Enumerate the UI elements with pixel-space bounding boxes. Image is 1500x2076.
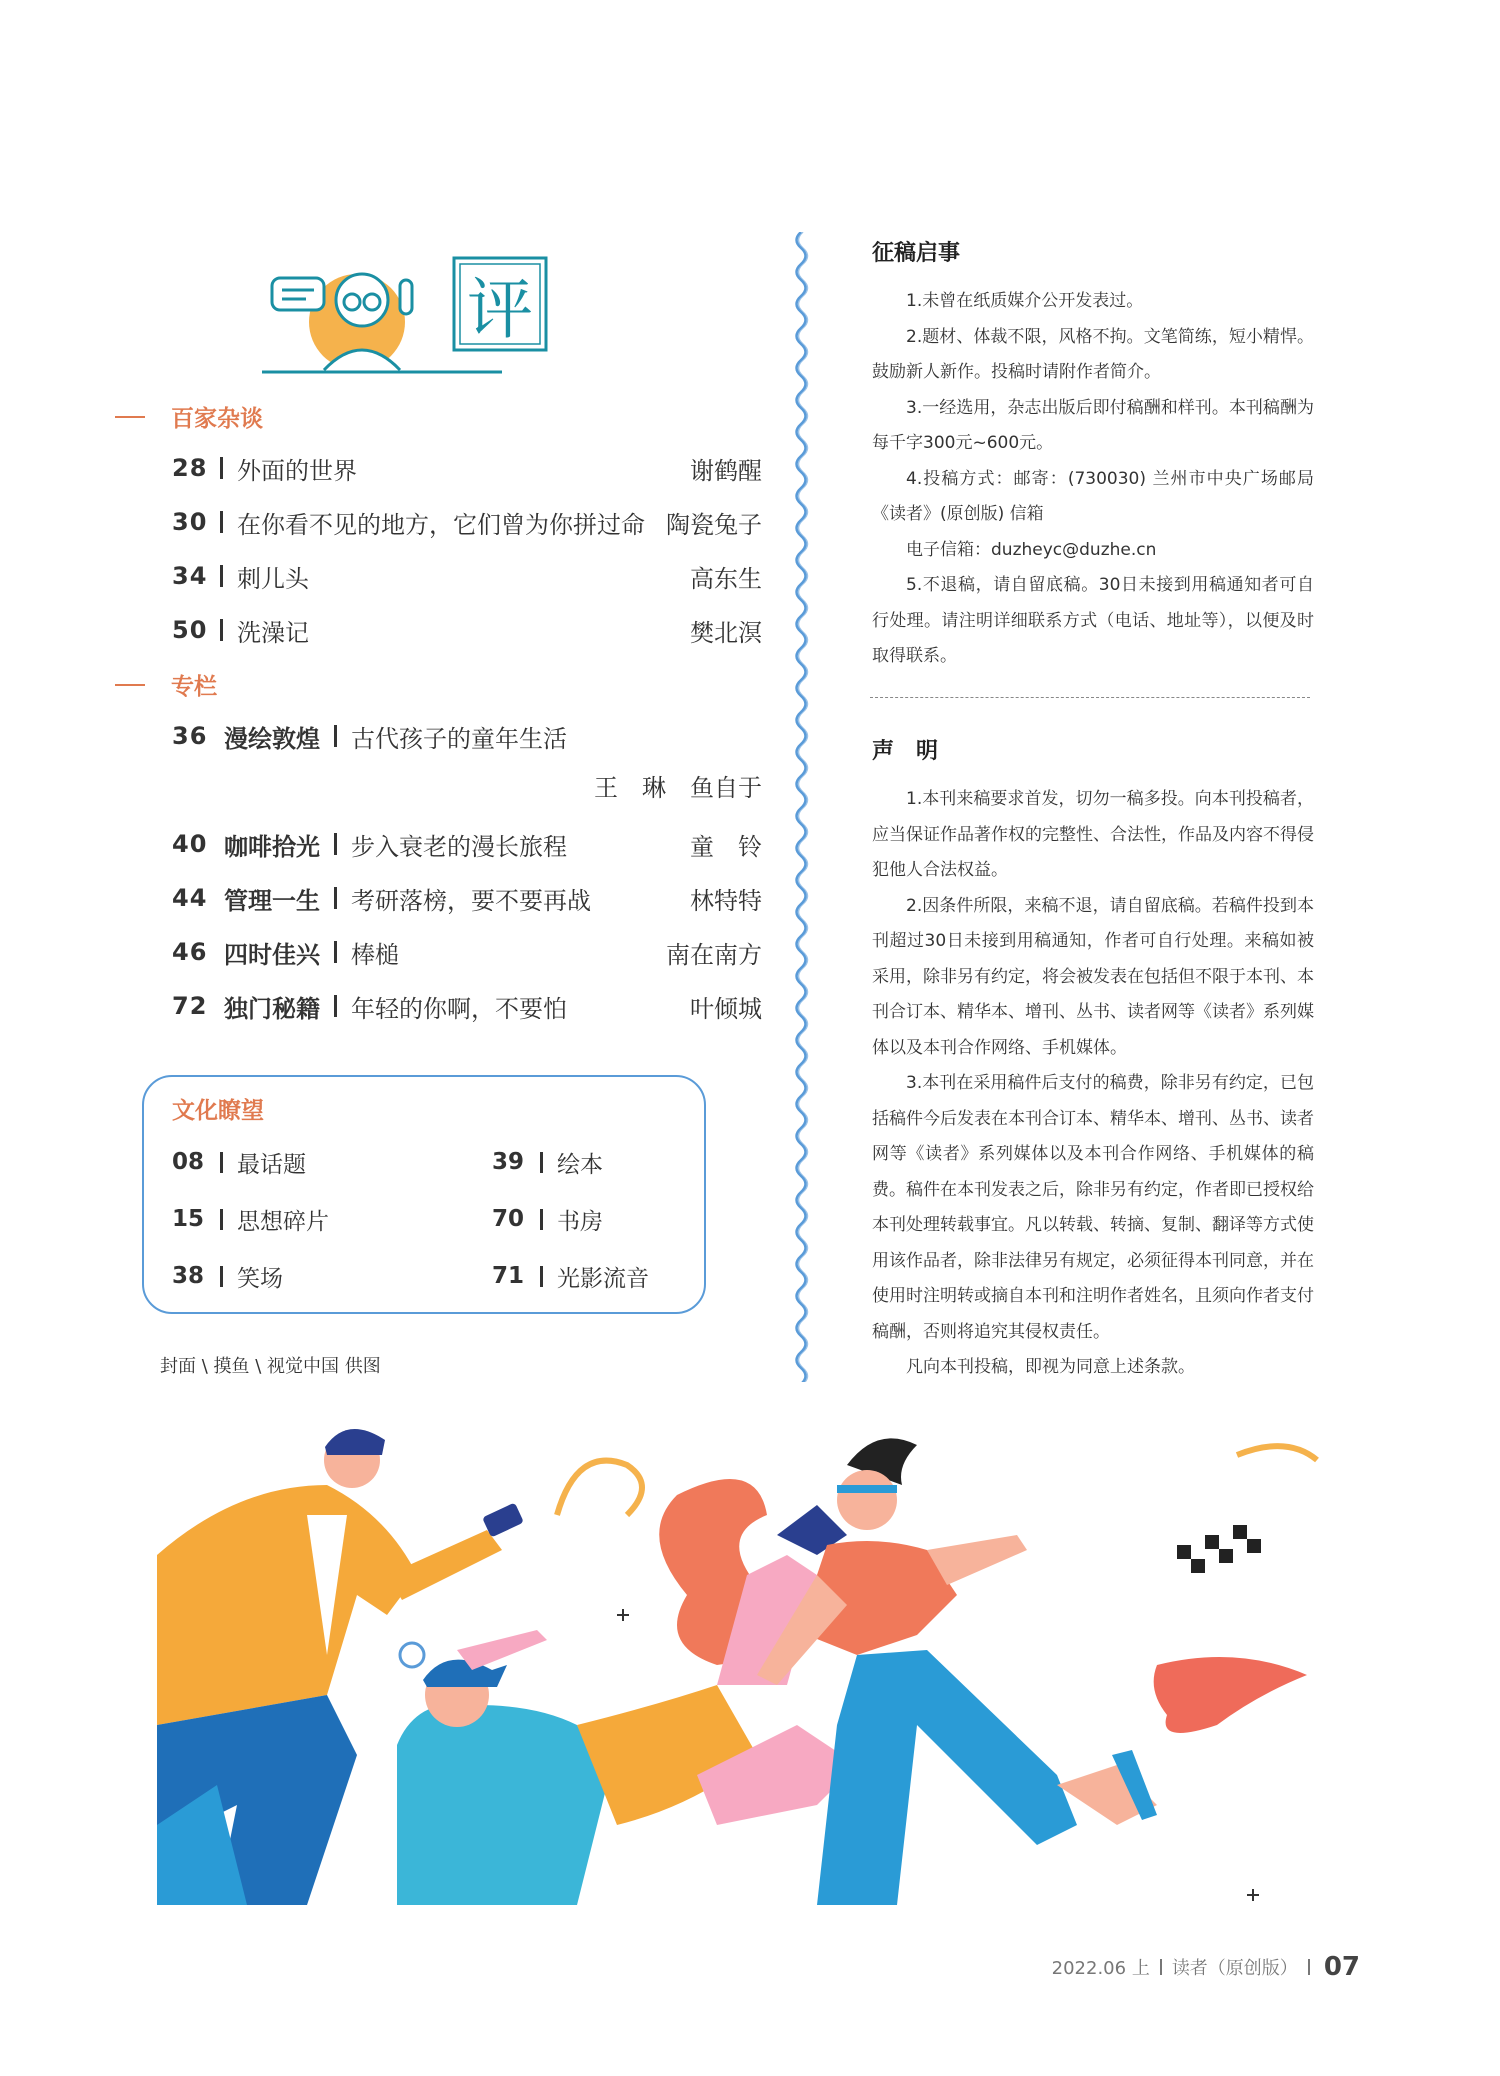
culture-item[interactable]: 70 书房 — [492, 1206, 603, 1235]
dancers-illustration — [157, 1425, 1330, 1905]
culture-right-list — [492, 1142, 702, 1296]
section-heading-column: 专栏 — [115, 668, 217, 701]
toc-item[interactable]: 36 漫绘敦煌 古代孩子的童年生活 — [172, 722, 567, 753]
toc-item[interactable]: 34 刺儿头 高东生 — [172, 562, 762, 593]
toc-item[interactable]: 72 独门秘籍 年轻的你啊，不要怕 叶倾城 — [172, 992, 762, 1023]
culture-item[interactable]: 71 光影流音 — [492, 1263, 649, 1292]
culture-item[interactable]: 39 绘本 — [492, 1149, 603, 1178]
call-for-papers-text: 1.未曾在纸质媒介公开发表过。 2.题材、体裁不限，风格不拘。文笔简练，短小精悍。鼓励新人新作。投稿时请附作者简介。 3.一经选用，杂志出版后即付稿酬和样刊。本刊稿酬为每千字300元~600元。 4.投稿方式：邮寄：(730030) 兰州市中央广场邮局《读者》(原创版) 信箱 电子信箱：duzheyc@duzhe.cn 5.不退稿，请自留底稿。30日未接到用稿通知者可自行处理。请注明详细联系方式（电话、地址等），以便及时取得联系。 — [872, 291, 1314, 666]
review-logo — [262, 250, 572, 375]
culture-left-list — [172, 1142, 422, 1296]
dashed-divider — [870, 697, 1310, 698]
pink-blob — [1154, 1657, 1307, 1733]
culture-item[interactable]: 38 笑场 — [172, 1263, 283, 1292]
yellow-swirl — [557, 1461, 642, 1515]
cover-credit: 封面 \ 摸鱼 \ 视觉中国 供图 — [160, 1356, 381, 1377]
review-char: 评 — [467, 271, 533, 348]
section-heading-baijia: 百家杂谈 — [115, 400, 263, 433]
call-for-papers-heading: 征稿启事 — [872, 241, 961, 266]
wavy-divider — [790, 232, 812, 1382]
page-number: 07 — [1323, 1952, 1360, 1982]
statement-heading: 声 明 — [872, 739, 939, 764]
culture-item[interactable]: 15 思想碎片 — [172, 1206, 329, 1235]
magazine-name: 读者（原创版） — [1171, 1958, 1298, 1979]
checker-flag — [1177, 1525, 1261, 1573]
issue-date: 2022.06 上 — [1051, 1958, 1150, 1979]
toc-item[interactable]: 50 洗澡记 樊北溟 — [172, 616, 762, 647]
toc-item[interactable]: 28 外面的世界 谢鹤醒 — [172, 454, 762, 485]
culture-heading: 文化瞭望 — [172, 1098, 264, 1124]
page-footer — [1052, 1952, 1360, 1982]
culture-item[interactable]: 08 最话题 — [172, 1149, 306, 1178]
toc-item[interactable]: 46 四时佳兴 棒槌 南在南方 — [172, 938, 762, 969]
toc-item[interactable]: 40 咖啡拾光 步入衰老的漫长旅程 童 铃 — [172, 830, 762, 861]
review-char-box — [454, 258, 546, 350]
toc-item[interactable]: 44 管理一生 考研落榜，要不要再战 林特特 — [172, 884, 762, 915]
ring — [400, 1643, 424, 1667]
statement-text: 1.本刊来稿要求首发，切勿一稿多投。向本刊投稿者，应当保证作品著作权的完整性、合法性，作品及内容不得侵犯他人合法权益。 2.因条件所限，来稿不退，请自留底稿。若稿件投到本刊超过30日未接到用稿通知，作者可自行处理。来稿如被采用，除非另有约定，将会被发表在包括但不限于本刊、本刊合订本、精华本、增刊、丛书、读者网等《读者》系列媒体以及本刊合作网络、手机媒体。 3.本刊在采用稿件后支付的稿费，除非另有约定，已包括稿件今后发表在本刊合订本、精华本、增刊、丛书、读者网等《读者》系列媒体以及本刊合作网络、手机媒体的稿费。稿件在本刊发表之后，除非另有约定，作者即已授权给本刊处理转载事宜。凡以转载、转摘、复制、翻译等方式使用该作品者，除非法律另有规定，必须征得本刊同意，并在使用时注明转或摘自本刊和注明作者姓名，且须向作者支付稿酬，否则将追究其侵权责任。 凡向本刊投稿，即视为同意上述条款。 — [872, 789, 1314, 1377]
toc-item[interactable]: 30 在你看不见的地方，它们曾为你拼过命 陶瓷兔子 — [172, 508, 762, 539]
yellow-line — [1237, 1446, 1317, 1460]
toc-author: 王 琳 鱼自于 — [594, 774, 762, 802]
